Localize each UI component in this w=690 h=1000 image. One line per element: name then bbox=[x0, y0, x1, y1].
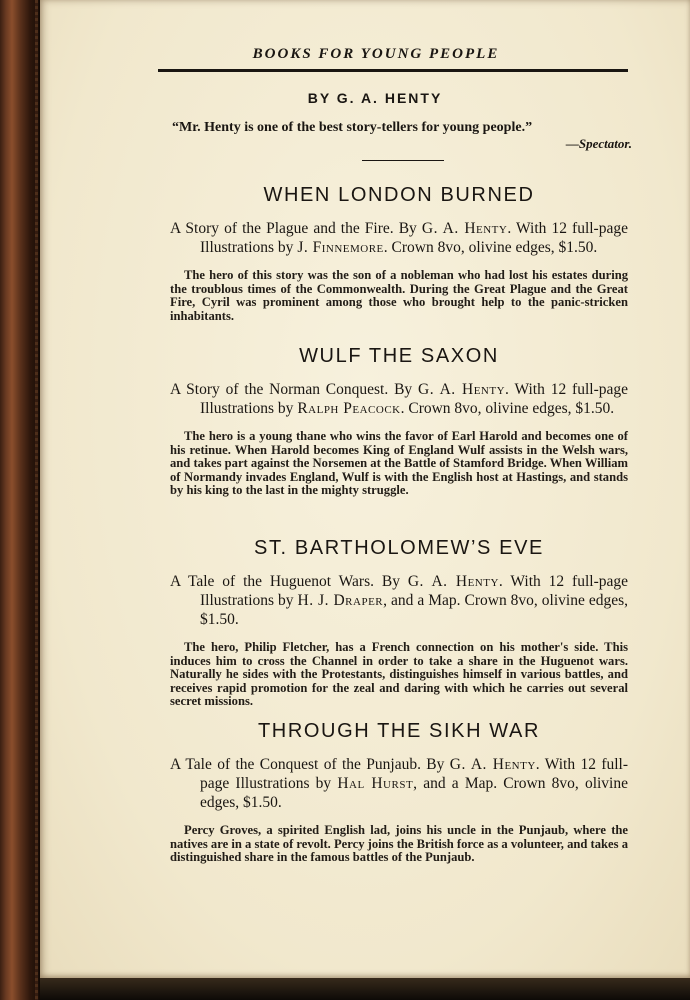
book-publication-info: A Story of the Plague and the Fire. By G. A. Henty. With 12 full-page Illustrations by J. Finnemore. Crown 8vo, olivine edges, $1.50. bbox=[170, 220, 628, 256]
book-description: The hero of this story was the son of a nobleman who had lost his estates during the troublous times of the Commonwealth. During the Great Plague and the Great Fire, Cyril was prominent among those who brought help to the panic-stricken inhabitants. bbox=[170, 268, 628, 323]
book-description: The hero, Philip Fletcher, has a French connection on his mother's side. This induces him to cross the Channel in order to take a share in the Huguenot wars. Naturally he sides with the Protestants, distinguishes himself in various battles, and receives rapid promotion for the zeal and daring with which he carries out several secret missions. bbox=[170, 640, 628, 709]
illustrator-name: Hal Hurst bbox=[337, 775, 414, 792]
author-name: G. A. Henty bbox=[449, 756, 536, 773]
illustrator-name: J. Finnemore bbox=[297, 239, 384, 256]
author-byline: BY G. A. HENTY bbox=[307, 90, 443, 106]
book-entry bbox=[170, 537, 628, 709]
book-entry bbox=[170, 345, 628, 498]
book-entry bbox=[170, 720, 628, 865]
illustrator-name: H. J. Draper bbox=[297, 592, 384, 609]
book-title: THROUGH THE SIKH WAR bbox=[257, 720, 540, 742]
book-entry bbox=[170, 184, 628, 323]
book-description: Percy Groves, a spirited English lad, joins his uncle in the Punjaub, where the natives are in a state of revolt. Percy joins the British force as a volunteer, and takes a distinguished share in the famous battles of the Punjaub. bbox=[170, 823, 628, 865]
book-description: The hero is a young thane who wins the favor of Earl Harold and becomes one of his retinue. When Harold becomes King of England Wulf assists in the Welsh wars, and takes part against the Norsemen at the Battle of Stamford Bridge. When William of Normandy invades England, Wulf is with the English host at Hastings, and stands by his king to the last in the mighty struggle. bbox=[170, 429, 628, 498]
book-title: ST. BARTHOLOMEW’S EVE bbox=[254, 537, 544, 559]
book-title: WULF THE SAXON bbox=[299, 345, 499, 367]
review-quote-source: —Spectator. bbox=[565, 136, 632, 151]
author-name: G. A. Henty bbox=[421, 220, 508, 237]
book-publication-info: A Story of the Norman Conquest. By G. A. Henty. With 12 full-page Illustrations by Ralph Peacock. Crown 8vo, olivine edges, $1.50. bbox=[170, 381, 628, 417]
page-shadow-edge bbox=[40, 976, 690, 1000]
running-head: BOOKS FOR YOUNG PEOPLE bbox=[252, 46, 500, 62]
illustrator-name: Ralph Peacock bbox=[297, 400, 401, 417]
book-publication-info: A Tale of the Conquest of the Punjaub. By G. A. Henty. With 12 full-page Illustrations by Hal Hurst, and a Map. Crown 8vo, olivine edges, $1.50. bbox=[170, 756, 629, 811]
book-page bbox=[40, 0, 690, 978]
book-title: WHEN LONDON BURNED bbox=[263, 184, 535, 206]
section-divider bbox=[362, 160, 444, 161]
author-name: G. A. Henty bbox=[407, 573, 499, 590]
header-rule bbox=[158, 69, 628, 72]
book-publication-info: A Tale of the Huguenot Wars. By G. A. Henty. With 12 full-page Illustrations by H. J. Draper, and a Map. Crown 8vo, olivine edges, $1.50. bbox=[170, 573, 628, 628]
author-name: G. A. Henty bbox=[418, 381, 506, 398]
book-spine bbox=[0, 0, 40, 1000]
review-quote: “Mr. Henty is one of the best story-tellers for young people.” bbox=[172, 120, 533, 135]
